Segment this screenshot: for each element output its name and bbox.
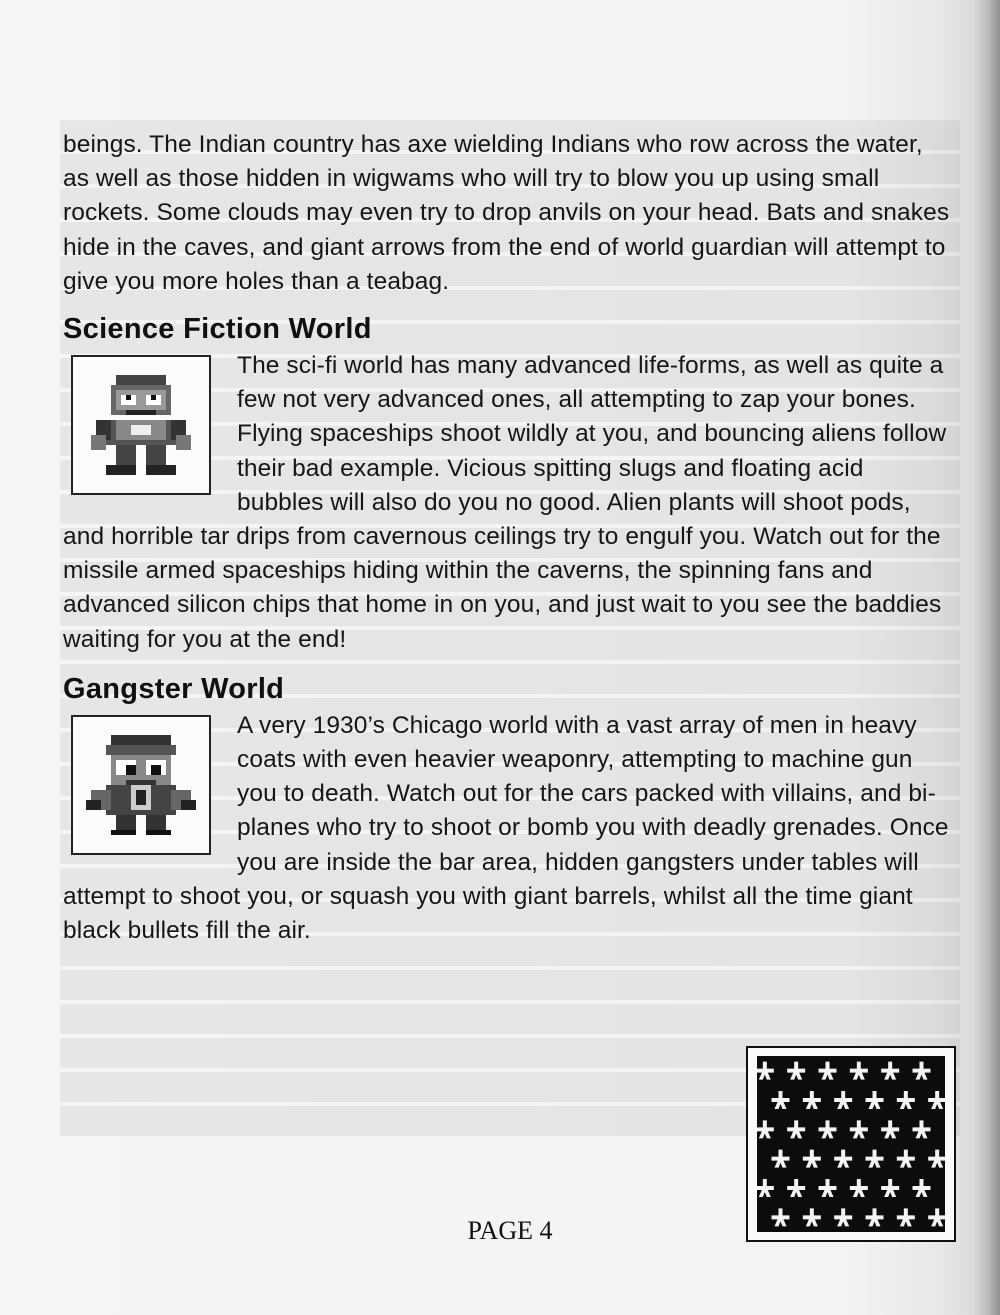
robot-sprite-icon [71,355,211,495]
star-pattern-tile-icon [746,1046,956,1242]
section-heading-science-fiction: Science Fiction World [63,313,372,346]
section-science-fiction [63,349,953,657]
page-number: PAGE 4 [467,1216,553,1245]
page-spine-shadow [974,0,1000,1315]
section-gangster [63,709,953,948]
gangster-sprite-icon [71,715,211,855]
section-heading-gangster: Gangster World [63,672,285,705]
section-gangster-text: A very 1930’s Chicago world with a vast array of men in heavy coats with even heavier weaponry, attempting to machine gun you to death. Watch out for the cars packed with villains, and bi-planes who try to shoot or bomb you with deadly grenades. Once you are inside the bar area, hidden gangsters under tables will attempt to shoot you, or squash you with giant barrels, whilst all the time giant black bullets fill the air. [63,711,949,945]
section-science-fiction-text: The sci-fi world has many advanced life-forms, as well as quite a few not very advanced ones, all attempting to zap your bones. Flying spaceships shoot wildly at you, and bouncing aliens follow their bad example. Vicious spitting slugs and floating acid bubbles will also do you no good. Alien plants will shoot pods, and horrible tar drips from cavernous ceilings try to engulf you. Watch out for the missile armed spaceships hiding within the caverns, the spinning fans and advanced silicon chips that home in on you, and just wait to you see the baddies waiting for you at the end! [63,352,947,653]
page-content [63,128,953,948]
intro-paragraph: beings. The Indian country has axe wielding Indians who row across the water, as well as those hidden in wigwams who will try to blow you up using small rockets. Some clouds may even try to drop anvils on your head. Bats and snakes hide in the caves, and giant arrows from the end of world guardian will attempt to give you more holes than a teabag. [63,131,950,295]
